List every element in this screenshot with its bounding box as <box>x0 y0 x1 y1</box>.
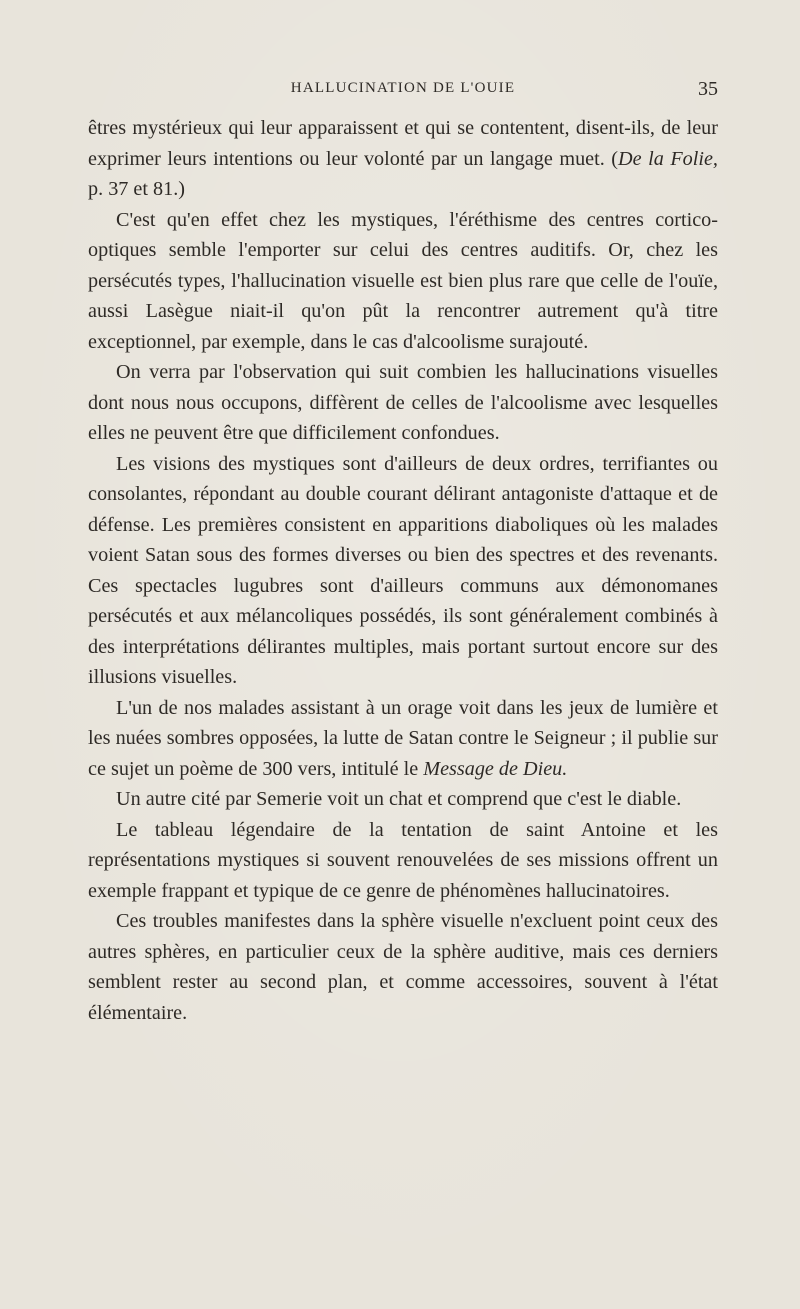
paragraph-5 <box>88 693 718 785</box>
running-title: HALLUCINATION DE L'OUIE <box>290 80 516 96</box>
paragraph-1-citation-end: p. 37 et 81.) <box>88 178 185 200</box>
paragraph-5-title: Message de Dieu. <box>423 757 568 780</box>
page-number: 35 <box>698 78 718 100</box>
paragraph-7: Le tableau légendaire de la tentation de saint Antoine et les représentations mystiques si souvent renouvelées de ses missions offrent un exemple frappant et typique de ce genre de phénomènes hallucinatoires. <box>88 818 718 902</box>
paragraph-1 <box>88 113 718 205</box>
paragraph-8: Ces troubles manifestes dans la sphère visuelle n'excluent point ceux des autres sphères, en particulier ceux de la sphère auditive, mais ces derniers semblent rester au second plan, et comme accessoires, souvent à l'état élémentaire. <box>88 910 718 1024</box>
paragraph-3: On verra par l'observation qui suit combien les hallucinations visuelles dont nous nous occupons, diffèrent de celles de l'alcoolisme avec lesquelles elles ne peuvent être que difficilement confondues. <box>88 361 718 444</box>
running-head <box>88 80 718 104</box>
paragraph-5-text: L'un de nos malades assistant à un orage voit dans les jeux de lumière et les nuées sombres opposées, la lutte de Satan contre le Seigneur ; il publie sur ce sujet un poème de 300 vers, intitulé le <box>88 696 718 780</box>
paragraph-1-citation: De la Folie, <box>618 147 718 170</box>
paragraph-6: Un autre cité par Semerie voit un chat et comprend que c'est le diable. <box>116 788 682 810</box>
paragraph-2: C'est qu'en effet chez les mystiques, l'éréthisme des centres cortico-optiques semble l'emporter sur celui des centres auditifs. Or, chez les persécutés types, l'hallucination visuelle est bien plus rare que celle de l'ouïe, aussi Lasègue niait-il qu'on pût la rencontrer autrement qu'à titre exceptionnel, par exemple, dans le cas d'alcoolisme surajouté. <box>88 208 718 353</box>
body-text <box>88 113 718 1028</box>
paragraph-1-text: êtres mystérieux qui leur apparaissent et qui se contentent, disent-ils, de leur exprimer leurs intentions ou leur volonté par un langage muet. ( <box>88 117 718 170</box>
paragraph-4: Les visions des mystiques sont d'ailleurs de deux ordres, terrifiantes ou consolantes, répondant au double courant délirant antagoniste d'attaque et de défense. Les premières consistent en apparitions diaboliques où les malades voient Satan sous des formes diverses ou bien des spectres et des revenants. Ces spectacles lugubres sont d'ailleurs communs aux démonomanes persécutés et aux mélancoliques possédés, ils sont généralement combinés à des interprétations délirantes multiples, mais portant surtout encore sur des illusions visuelles. <box>88 452 718 688</box>
